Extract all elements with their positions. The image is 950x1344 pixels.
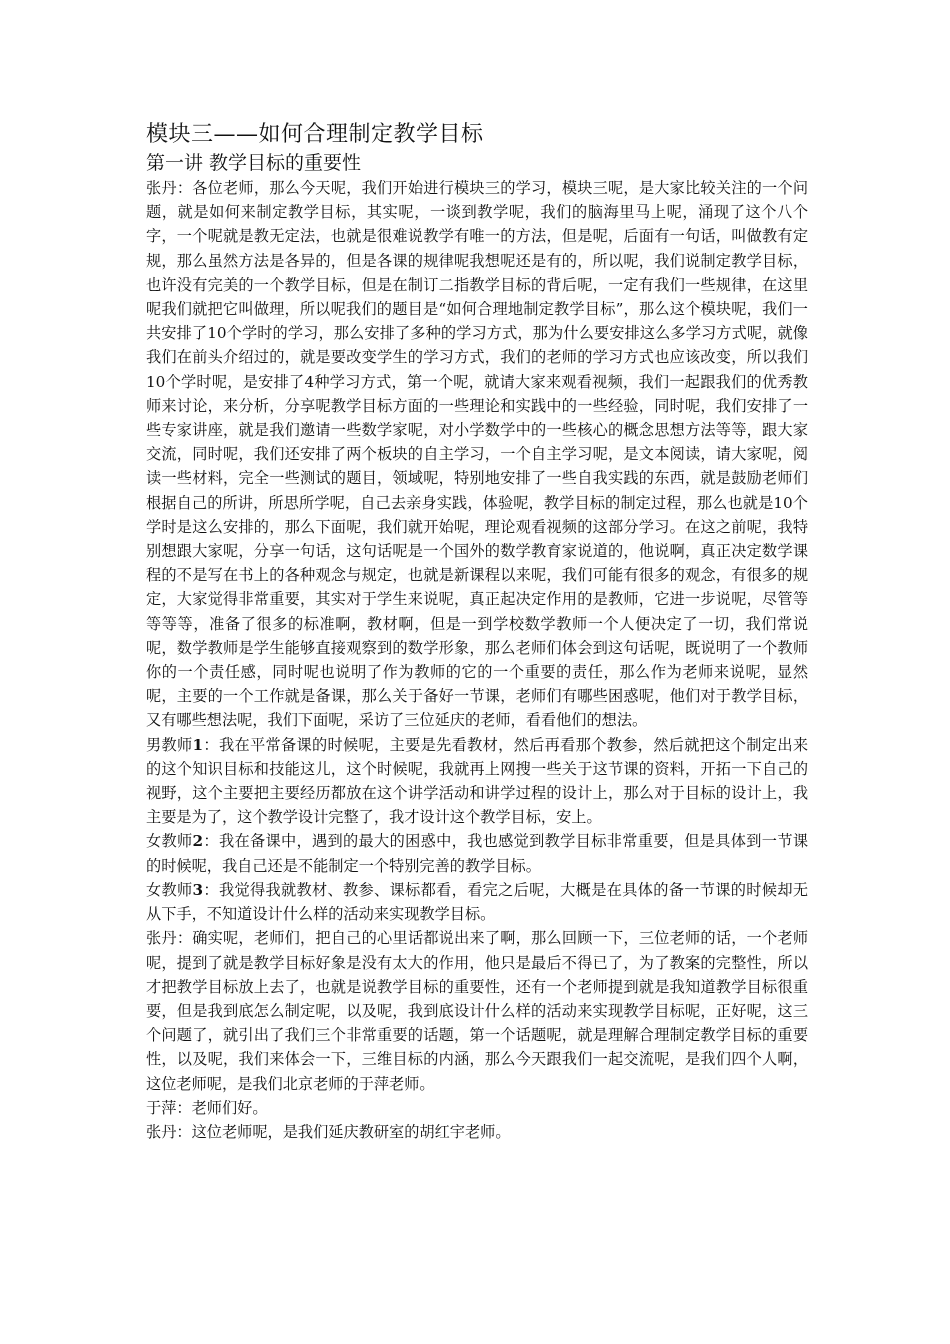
speaker-number: 2: [192, 832, 204, 851]
lecture-subtitle: 第一讲 教学目标的重要性: [146, 152, 362, 174]
speaker-separator: ：: [176, 1098, 192, 1117]
transcript-paragraph-6: [146, 1096, 808, 1120]
speaker-number: 1: [192, 735, 204, 754]
speaker-name: 张丹: [146, 179, 177, 197]
speaker-separator: ：: [203, 880, 219, 899]
speaker-number: 3: [192, 880, 204, 899]
speaker-name: 女教师: [146, 832, 193, 851]
paragraph-text: 这位老师呢，是我们延庆教研室的胡红宇老师。: [191, 1122, 511, 1141]
transcript-paragraph-4: [146, 878, 808, 926]
speaker-separator: ：: [176, 1122, 192, 1141]
paragraph-text: 我觉得我就教材、教参、课标都看，看完之后呢，大概是在具体的备一节课的时候却无从下手，不知道设计什么样的活动来实现教学目标。: [146, 880, 809, 924]
transcript-paragraph-1: [146, 176, 808, 733]
transcript-paragraph-7: [146, 1120, 808, 1144]
paragraph-text: 确实呢，老师们，把自己的心里话都说出来了啊，那么回顾一下，三位老师的话，一个老师呢，提到了就是教学目标好象是没有太大的作用，他只是最后不得已了，为了教案的完整性，所以才把教学目标放上去了，也就是说教学目标的重要性，还有一个老师提到就是我知道教学目标很重要，但是我到底怎么制定呢，以及呢，我到底设计什么样的活动来实现教学目标呢，正好呢，这三个问题了，就引出了我们三个非常重要的话题，第一个话题呢，就是理解合理制定教学目标的重要性，以及呢，我们来体会一下，三维目标的内涵，那么今天跟我们一起交流呢，是我们四个人啊，这位老师呢，是我们北京老师的于萍老师。: [146, 929, 809, 1093]
paragraph-text: 我在备课中，遇到的最大的困惑中，我也感觉到教学目标非常重要，但是具体到一节课的时候呢，我自己还是不能制定一个特别完善的教学目标。: [146, 832, 809, 875]
speaker-name: 女教师: [146, 880, 193, 899]
document-title: 模块三——如何合理制定教学目标: [146, 122, 484, 147]
speaker-name: 于萍: [146, 1098, 177, 1117]
speaker-separator: ：: [203, 832, 219, 851]
speaker-separator: ：: [176, 929, 193, 948]
speaker-name: 男教师: [146, 735, 193, 754]
transcript-paragraph-3: [146, 829, 808, 877]
speaker-separator: ：: [203, 735, 219, 754]
document-page: [146, 120, 808, 1144]
paragraph-text: 老师们好。: [191, 1098, 268, 1117]
paragraph-text: 各位老师，那么今天呢，我们开始进行模块三的学习，模块三呢，是大家比较关注的一个问题，就是如何来制定教学目标，其实呢，一谈到教学呢，我们的脑海里马上呢，涌现了这个八个字，一个呢就是教无定法，也就是很难说教学有唯一的方法，但是呢，后面有一句话，叫做教有定规，那么虽然方法是各异的，但是各课的规律呢我想呢还是有的，所以呢，我们说制定教学目标，也许没有完美的一个教学目标，但是在制订二指教学目标的背后呢，一定有我们一些规律，在这里呢我们就把它叫做理，所以呢我们的题目是“如何合理地制定教学目标”，那么这个模块呢，我们一共安排了10个学时的学习，那么安排了多种的学习方式，那为什么要安排这么多学习方式呢，就像我们在前头介绍过的，就是要改变学生的学习方式，我们的老师的学习方式也应该改变，所以我们10个学时呢，是安排了4种学习方式，第一个呢，就请大家来观看视频，我们一起跟我们的优秀教师来讨论，来分析，分享呢教学目标方面的一些理论和实践中的一些经验，同时呢，我们安排了一些专家讲座，就是我们邀请一些数学家呢，对小学数学中的一些核心的概念思想方法等等，跟大家交流，同时呢，我们还安排了两个板块的自主学习，一个自主学习呢，是文本阅读，请大家呢，阅读一些材料，完全一些测试的题目，领域呢，特别地安排了一些自我实践的东西，就是鼓励老师们根据自己的所讲，所思所学呢，自己去亲身实践，体验呢，教学目标的制定过程，那么也就是10个学时是这么安排的，那么下面呢，我们就开始呢，理论观看视频的这部分学习。在这之前呢，我特别想跟大家呢，分享一句话，这句话呢是一个国外的数学教育家说道的，他说啊，真正决定数学课程的不是写在书上的各种观念与规定，也就是新课程以来呢，我们可能有很多的观念，有很多的规定，大家觉得非常重要，其实对于学生来说呢，真正起决定作用的是教师，它进一步说呢，尽管等等等等，准备了很多的标准啊，教材啊，但是一到学校数学教师一个人便决定了一切，我们常说呢，数学教师是学生能够直接观察到的数学形象，那么老师们体会到这句话呢，既说明了一个教师你的一个责任感，同时呢也说明了作为教师的它的一个重要的责任，那么作为老师来说呢，显然呢，主要的一个工作就是备课，那么关于备好一节课，老师们有哪些困惑呢，他们对于教学目标，又有哪些想法呢，我们下面呢，采访了三位延庆的老师，看看他们的想法。: [146, 179, 809, 730]
speaker-name: 张丹: [146, 1122, 177, 1141]
transcript-paragraph-2: [146, 733, 808, 830]
transcript-paragraph-5: [146, 926, 808, 1095]
speaker-name: 张丹: [146, 929, 177, 948]
speaker-separator: ：: [176, 179, 193, 197]
paragraph-text: 我在平常备课的时候呢，主要是先看教材，然后再看那个教参，然后就把这个制定出来的这个知识目标和技能这儿，这个时候呢，我就再上网搜一些关于这节课的资料，开拓一下自己的视野，这个主要把主要经历都放在这个讲学活动和讲学过程的设计上，那么对于目标的设计上，我主要是为了，这个教学设计完整了，我才设计这个教学目标，安上。: [146, 735, 809, 827]
